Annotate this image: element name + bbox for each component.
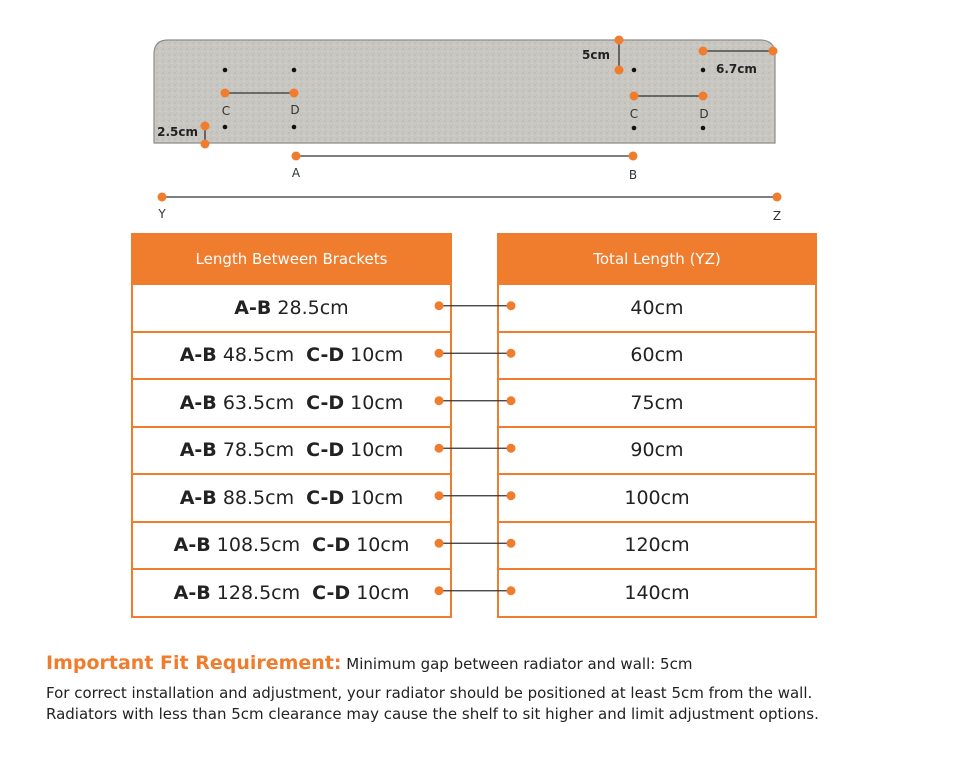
total-length-cell: 100cm (499, 473, 815, 521)
label-a: A (291, 166, 301, 180)
ab-value: 48.5cm (222, 344, 295, 367)
cd-value: 10cm (350, 486, 404, 509)
label-d-right: D (699, 107, 709, 121)
table-row (133, 521, 450, 569)
ab-value: 63.5cm (222, 391, 295, 414)
total-length-table (497, 233, 817, 618)
total-length-cell: 60cm (499, 331, 815, 379)
ab-dimension (292, 152, 638, 161)
ab-label: A-B (234, 296, 272, 319)
label-y: Y (158, 207, 166, 221)
label-c-left: C (221, 104, 231, 118)
total-length-cell: 40cm (499, 283, 815, 331)
table-row (133, 568, 450, 616)
total-length-cell: 140cm (499, 568, 815, 616)
table-row (133, 283, 450, 331)
cd-label: C-D (306, 486, 345, 509)
cd-label: C-D (312, 581, 351, 604)
ab-label: A-B (173, 581, 211, 604)
ab-label: A-B (173, 534, 211, 557)
table-row (133, 378, 450, 426)
brackets-table (131, 233, 452, 618)
requirement-detail: Minimum gap between radiator and wall: 5cm (346, 655, 693, 673)
ab-value: 108.5cm (216, 534, 301, 557)
cd-value: 10cm (350, 391, 404, 414)
brackets-table-header: Length Between Brackets (133, 235, 450, 283)
note-line-1: For correct installation and adjustment, your radiator should be positioned at least 5cm from the wall. (46, 684, 813, 702)
ab-value: 128.5cm (216, 581, 301, 604)
cd-value: 10cm (350, 439, 404, 462)
requirement-line (46, 652, 946, 674)
total-length-table-header: Total Length (YZ) (499, 235, 815, 283)
shelf-diagram (0, 0, 960, 230)
cd-label: C-D (306, 344, 345, 367)
ab-value: 78.5cm (222, 439, 295, 462)
table-row (133, 426, 450, 474)
ab-value: 88.5cm (222, 486, 295, 509)
cd-value: 10cm (350, 344, 404, 367)
ab-label: A-B (179, 486, 217, 509)
note-line-2: Radiators with less than 5cm clearance may cause the shelf to sit higher and limit adjustment options. (46, 705, 819, 723)
total-length-cell: 120cm (499, 521, 815, 569)
cd-label: C-D (306, 439, 345, 462)
ab-label: A-B (179, 439, 217, 462)
requirement-title: Important Fit Requirement: (46, 652, 342, 674)
yz-dimension (158, 193, 782, 202)
cd-label: C-D (306, 391, 345, 414)
ab-label: A-B (179, 344, 217, 367)
total-length-cell: 90cm (499, 426, 815, 474)
label-b: B (628, 168, 638, 182)
label-5cm: 5cm (582, 48, 610, 62)
table-row (133, 331, 450, 379)
ab-value: 28.5cm (277, 296, 349, 319)
label-d-left: D (290, 103, 300, 117)
label-2-5cm: 2.5cm (157, 125, 198, 139)
label-6-7cm: 6.7cm (716, 62, 757, 76)
cd-value: 10cm (356, 534, 410, 557)
cd-value: 10cm (356, 581, 410, 604)
label-z: Z (772, 209, 782, 223)
shelf-panel (154, 40, 775, 143)
fit-requirement-notes (46, 652, 946, 725)
table-row (133, 473, 450, 521)
total-length-cell: 75cm (499, 378, 815, 426)
label-c-right: C (629, 107, 639, 121)
ab-label: A-B (179, 391, 217, 414)
cd-label: C-D (312, 534, 351, 557)
